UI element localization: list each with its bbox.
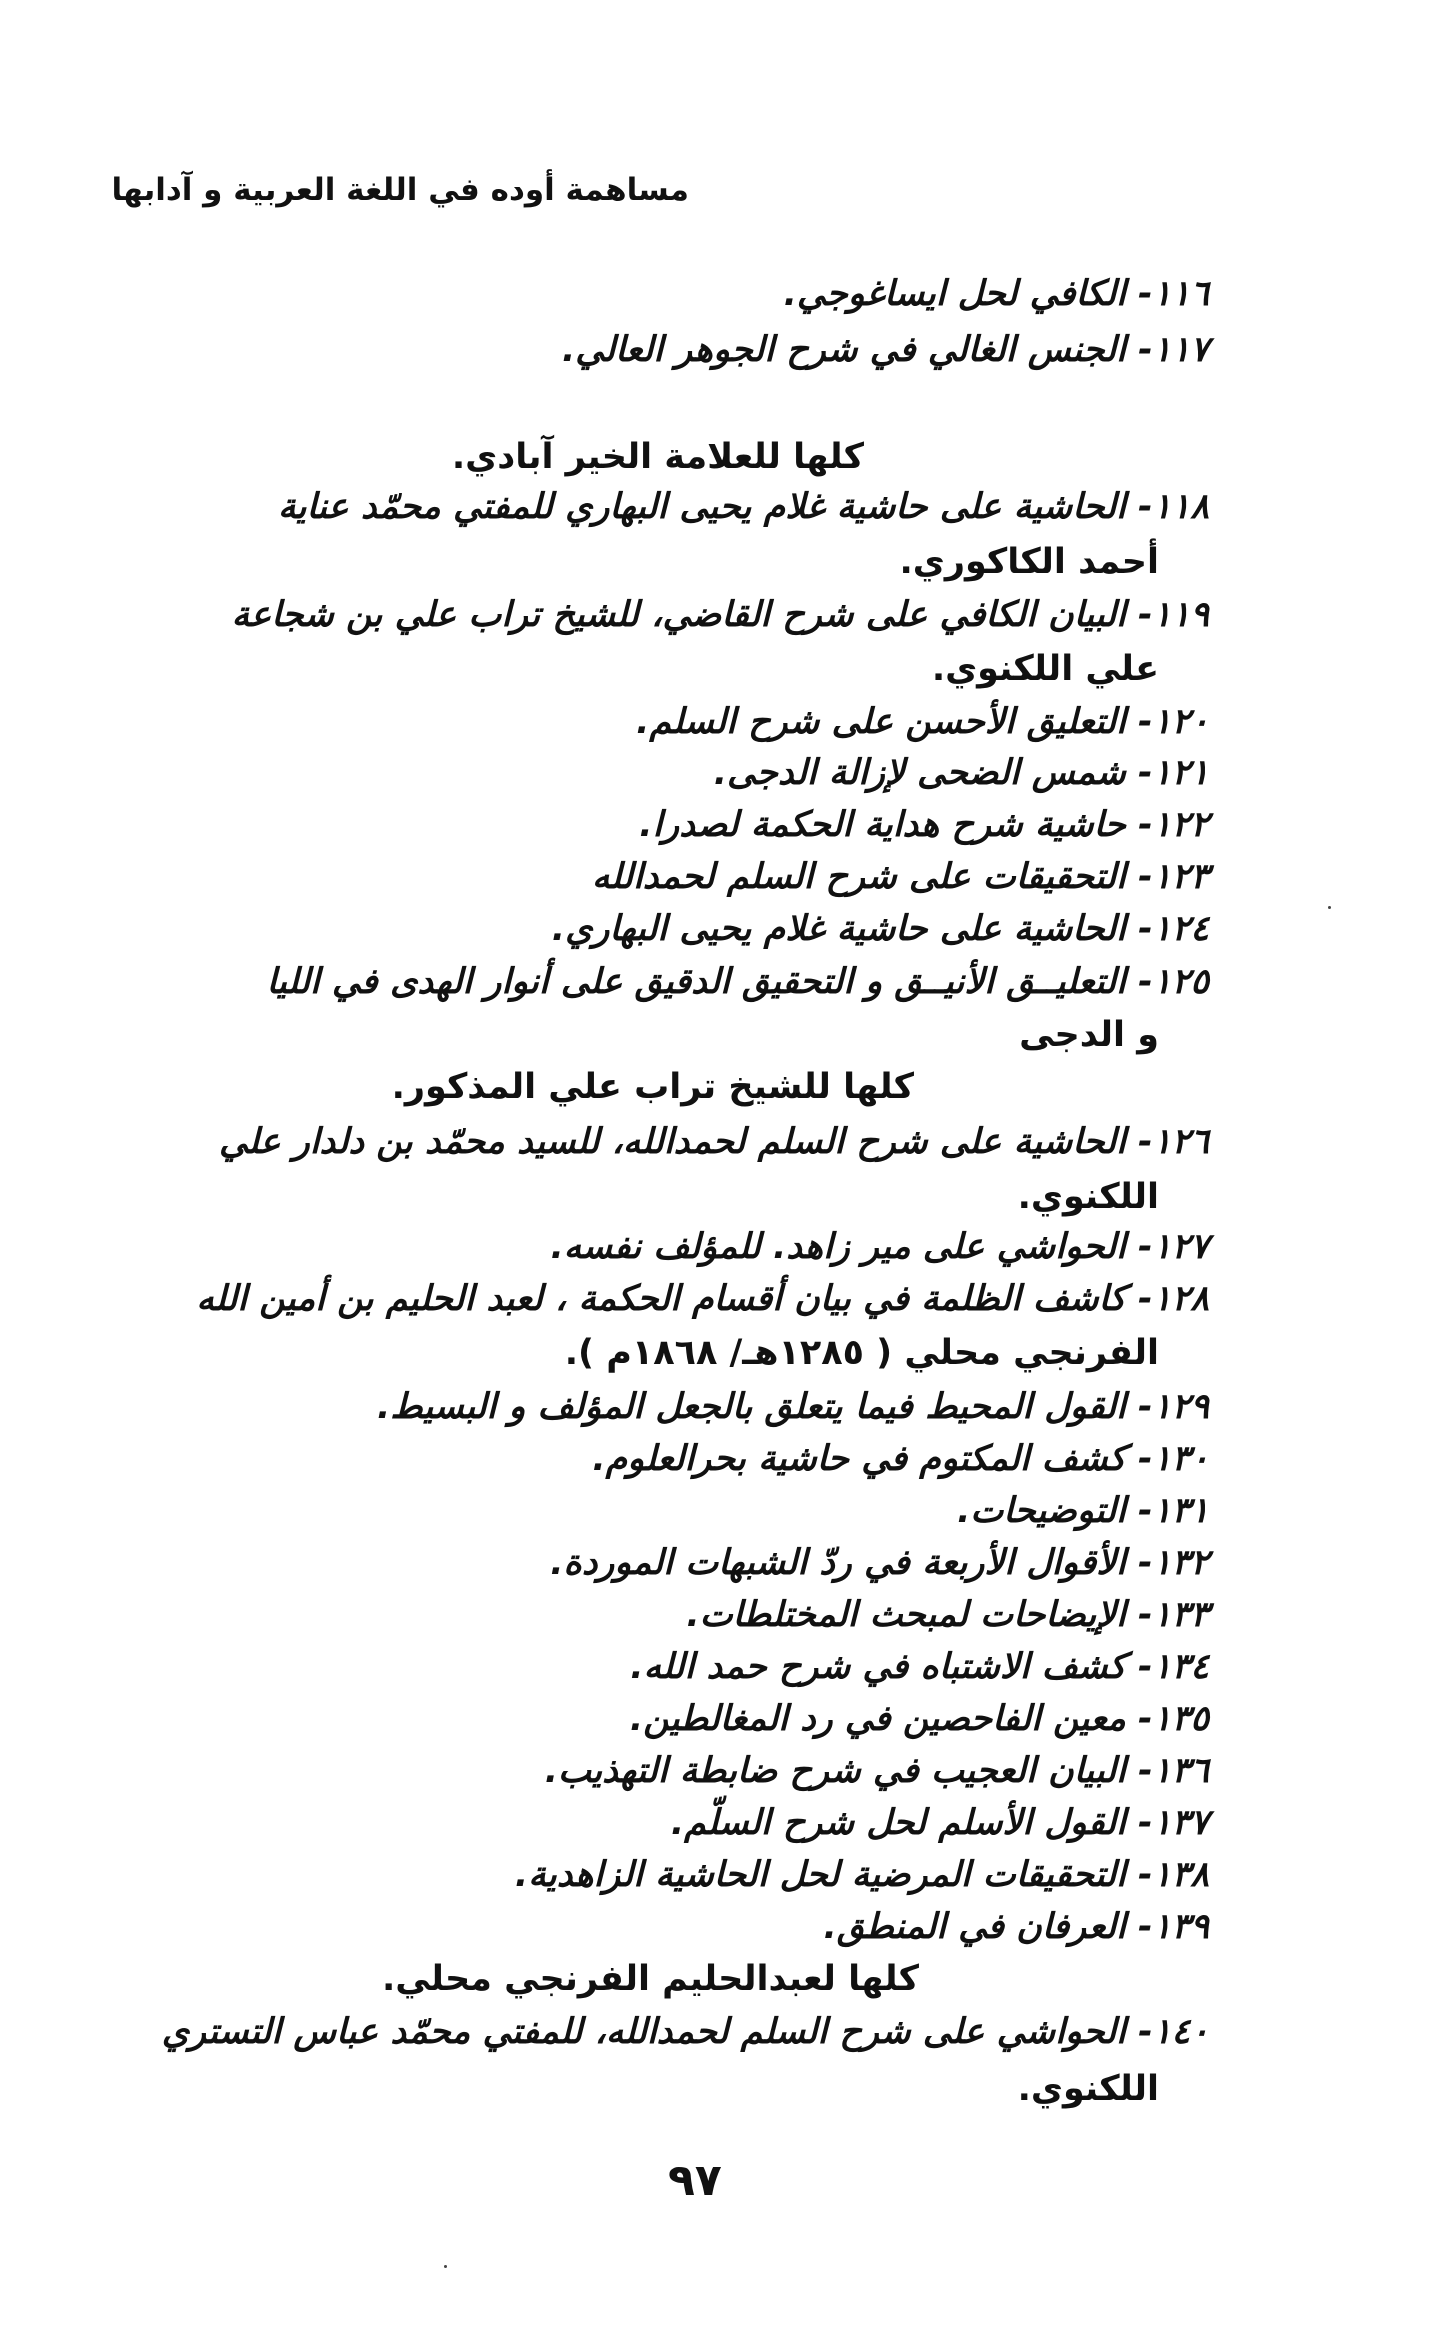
entry-127: ١٢٧- الحواشي على مير زاهد. للمؤلف نفسه. bbox=[550, 1227, 1209, 1267]
group-attribution-turab-ali: كلها للشيخ تراب علي المذكور. bbox=[391, 1067, 914, 1107]
entry-128-continuation: الفرنجي محلي ( ١٢٨٥هـ/ ١٨٦٨م ). bbox=[564, 1333, 1159, 1373]
group-attribution-abdul-halim: كلها لعبدالحليم الفرنجي محلي. bbox=[382, 1959, 919, 1999]
entry-140: ١٤٠- الحواشي على شرح السلم لحمدالله، للمفتي محمّد عباس التستري bbox=[161, 2012, 1209, 2052]
entry-135: ١٣٥- معين الفاحصين في رد المغالطين. bbox=[629, 1699, 1209, 1739]
entry-137: ١٣٧- القول الأسلم لحل شرح السلّم. bbox=[670, 1803, 1209, 1843]
page-number: ٩٧ bbox=[668, 2155, 722, 2206]
entry-126-continuation: اللكنوي. bbox=[1017, 1177, 1159, 1217]
entry-131: ١٣١- التوضيحات. bbox=[957, 1491, 1209, 1531]
entry-125: ١٢٥- التعليــق الأنيــق و التحقيق الدقيق على أنوار الهدى في الليا bbox=[266, 962, 1209, 1002]
entry-138: ١٣٨- التحقيقات المرضية لحل الحاشية الزاهدية. bbox=[514, 1855, 1209, 1895]
scan-speck bbox=[444, 2265, 447, 2268]
entry-140-continuation: اللكنوي. bbox=[1017, 2069, 1159, 2109]
group-attribution-khairabadi: كلها للعلامة الخير آبادي. bbox=[451, 437, 864, 477]
entry-116: ١١٦- الكافي لحل ايساغوجي. bbox=[783, 274, 1209, 314]
entry-118-continuation: أحمد الكاكوري. bbox=[899, 542, 1159, 582]
entry-119: ١١٩- البيان الكافي على شرح القاضي، للشيخ تراب علي بن شجاعة bbox=[231, 595, 1209, 635]
entry-117: ١١٧- الجنس الغالي في شرح الجوهر العالي. bbox=[561, 330, 1209, 370]
entry-139: ١٣٩- العرفان في المنطق. bbox=[823, 1907, 1209, 1947]
entry-118: ١١٨- الحاشية على حاشية غلام يحيى البهاري للمفتي محمّد عناية bbox=[278, 487, 1209, 527]
entry-124: ١٢٤- الحاشية على حاشية غلام يحيى البهاري. bbox=[551, 909, 1209, 949]
entry-128: ١٢٨- كاشف الظلمة في بيان أقسام الحكمة ، لعبد الحليم بن أمين الله bbox=[196, 1279, 1209, 1319]
entry-132: ١٣٢- الأقوال الأربعة في ردّ الشبهات الموردة. bbox=[550, 1543, 1209, 1583]
scan-speck bbox=[1328, 906, 1331, 909]
entry-126: ١٢٦- الحاشية على شرح السلم لحمدالله، للسيد محمّد بن دلدار علي bbox=[219, 1122, 1209, 1162]
entry-122: ١٢٢- حاشية شرح هداية الحكمة لصدرا. bbox=[639, 805, 1209, 845]
entry-133: ١٣٣- الإيضاحات لمبحث المختلطات. bbox=[686, 1595, 1209, 1635]
entry-134: ١٣٤- كشف الاشتباه في شرح حمد الله. bbox=[630, 1647, 1209, 1687]
running-header: مساهمة أوده في اللغة العربية و آدابها bbox=[111, 172, 689, 208]
entry-121: ١٢١- شمس الضحى لإزالة الدجى. bbox=[713, 753, 1209, 793]
entry-125-continuation: و الدجى bbox=[1019, 1015, 1159, 1055]
entry-130: ١٣٠- كشف المكتوم في حاشية بحرالعلوم. bbox=[592, 1439, 1209, 1479]
entry-120: ١٢٠- التعليق الأحسن على شرح السلم. bbox=[636, 702, 1209, 742]
entry-119-continuation: علي اللكنوي. bbox=[931, 649, 1159, 689]
entry-136: ١٣٦- البيان العجيب في شرح ضابطة التهذيب. bbox=[544, 1751, 1209, 1791]
entry-123: ١٢٣- التحقيقات على شرح السلم لحمدالله bbox=[592, 857, 1209, 897]
entry-129: ١٢٩- القول المحيط فيما يتعلق بالجعل المؤلف و البسيط. bbox=[377, 1387, 1209, 1427]
